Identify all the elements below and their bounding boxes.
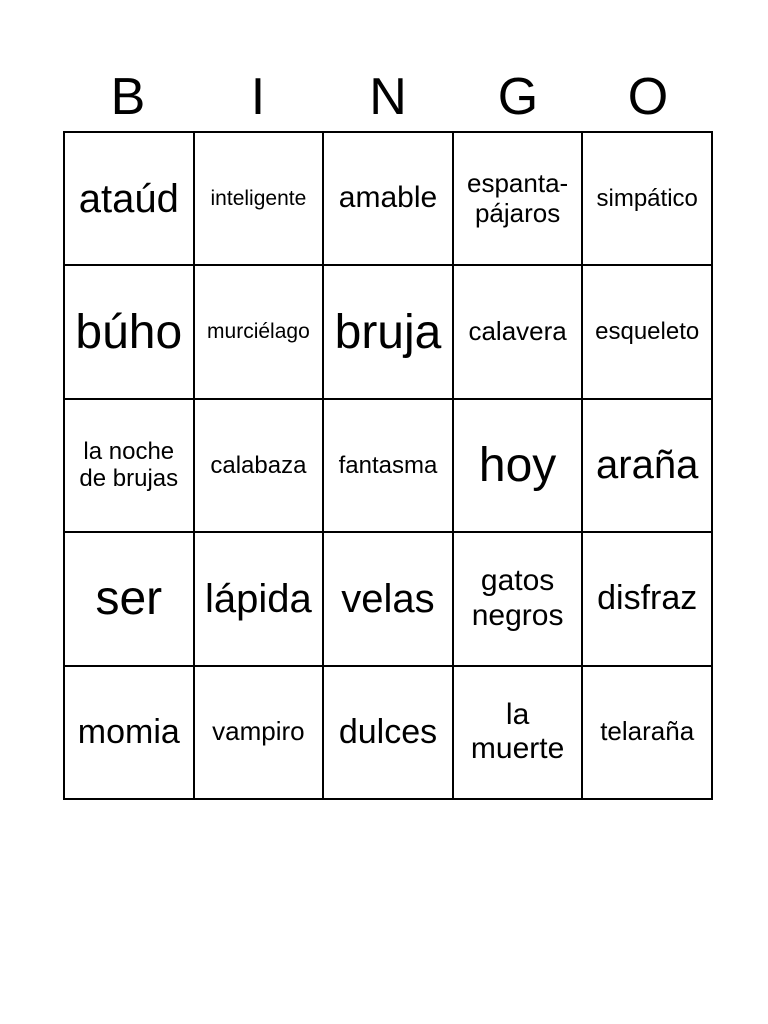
cell-word: calabaza: [210, 451, 307, 479]
title-letter-b: B: [110, 68, 146, 126]
cell-word: la muerte: [470, 697, 565, 766]
cell-word: momia: [77, 712, 180, 751]
title-letter-o: O: [627, 68, 669, 126]
bingo-cell-r1-c1: [65, 133, 195, 266]
bingo-cell-r2-c4: [454, 266, 584, 399]
bingo-cell-r4-c2: [195, 533, 325, 666]
bingo-cell-r2-c3: [324, 266, 454, 399]
cell-word: búho: [75, 305, 183, 359]
title-letter-i: I: [250, 68, 266, 126]
bingo-cell-r2-c1: [65, 266, 195, 399]
bingo-cell-r3-c3: [324, 400, 454, 533]
cell-word: la noche de brujas: [79, 437, 179, 493]
cell-word: murciélago: [207, 320, 310, 344]
bingo-cell-r1-c3: [324, 133, 454, 266]
bingo-cell-r1-c5: [583, 133, 713, 266]
bingo-cell-r5-c1: [65, 667, 195, 800]
bingo-cell-r5-c5: [583, 667, 713, 800]
bingo-cell-r4-c5: [583, 533, 713, 666]
cell-word: espanta- pájaros: [467, 167, 569, 228]
bingo-cell-r5-c2: [195, 667, 325, 800]
bingo-cell-r4-c1: [65, 533, 195, 666]
cell-word: inteligente: [210, 186, 307, 210]
bingo-cell-r2-c2: [195, 266, 325, 399]
bingo-cell-r4-c4: [454, 533, 584, 666]
bingo-cell-r2-c5: [583, 266, 713, 399]
bingo-cell-r5-c4: [454, 667, 584, 800]
cell-word: calavera: [468, 316, 567, 347]
cell-word: disfraz: [597, 579, 698, 618]
bingo-cell-r3-c2: [195, 400, 325, 533]
bingo-cell-r4-c3: [324, 533, 454, 666]
cell-word: simpático: [596, 184, 698, 212]
cell-word: fantasma: [338, 451, 438, 479]
cell-word: esqueleto: [595, 318, 700, 346]
cell-word: araña: [596, 443, 699, 488]
bingo-title: [63, 66, 713, 128]
cell-word: telaraña: [600, 716, 695, 747]
cell-word: velas: [341, 576, 435, 621]
bingo-cell-r3-c4: [454, 400, 584, 533]
cell-word: dulces: [338, 712, 438, 751]
bingo-cell-r1-c4: [454, 133, 584, 266]
cell-word: hoy: [478, 438, 557, 492]
cell-word: ataúd: [78, 176, 179, 221]
cell-word: ser: [95, 572, 163, 626]
bingo-cell-r1-c2: [195, 133, 325, 266]
title-letter-g: G: [497, 68, 539, 126]
cell-word: lápida: [205, 576, 312, 621]
bingo-cell-r3-c5: [583, 400, 713, 533]
bingo-cell-r3-c1: [65, 400, 195, 533]
cell-word: gatos negros: [471, 564, 564, 632]
cell-word: bruja: [334, 305, 442, 359]
bingo-board: [63, 131, 713, 800]
cell-word: vampiro: [212, 716, 305, 747]
title-letter-n: N: [369, 68, 407, 126]
cell-word: amable: [338, 181, 438, 215]
bingo-cell-r5-c3: [324, 667, 454, 800]
